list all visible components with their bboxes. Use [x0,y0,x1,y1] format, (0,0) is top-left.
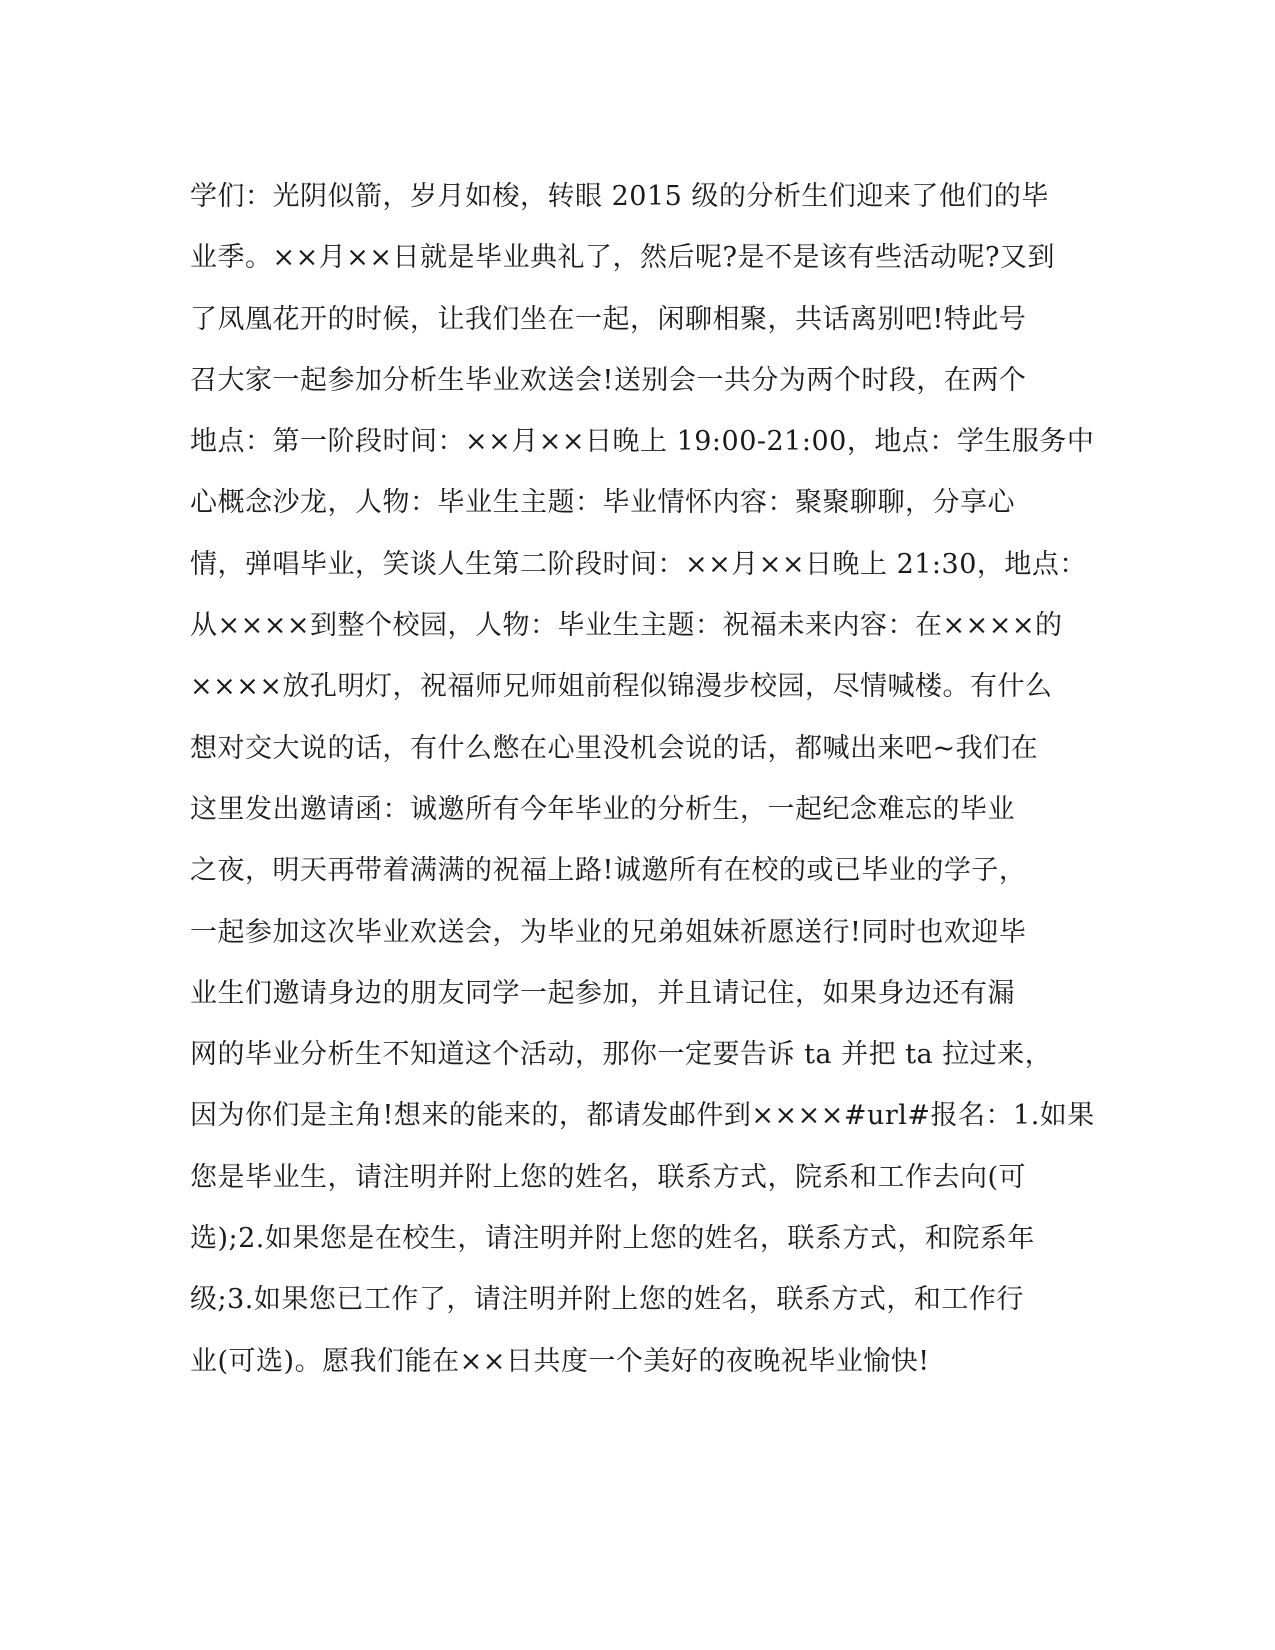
text-line: 这里发出邀请函：诚邀所有今年毕业的分析生，一起纪念难忘的毕业 [190,793,1015,825]
text-line: 因为你们是主角!想来的能来的，都请发邮件到××××#url#报名：1.如果 [190,1100,1095,1132]
text-line: 一起参加这次毕业欢送会，为毕业的兄弟姐妹祈愿送行!同时也欢迎毕 [190,916,1027,948]
text-line: 业生们邀请身边的朋友同学一起参加，并且请记住，如果身边还有漏 [190,977,1015,1009]
text-line: 业(可选)。愿我们能在××日共度一个美好的夜晚祝毕业愉快! [190,1345,930,1377]
text-line: 地点：第一阶段时间：××月××日晚上 19:00-21:00，地点：学生服务中 [190,426,1095,458]
text-line: 之夜，明天再带着满满的祝福上路!诚邀所有在校的或已毕业的学子， [190,855,1027,887]
text-line: 您是毕业生，请注明并附上您的姓名，联系方式，院系和工作去向(可 [190,1161,1027,1193]
body-paragraph [190,166,1095,1392]
text-line: ××××放孔明灯，祝福师兄师姐前程似锦漫步校园，尽情喊楼。有什么 [190,671,1053,703]
text-line: 召大家一起参加分析生毕业欢送会!送别会一共分为两个时段，在两个 [190,364,1027,396]
text-line: 从××××到整个校园，人物：毕业生主题：祝福未来内容：在××××的 [190,610,1063,642]
text-line: 业季。××月××日就是毕业典礼了，然后呢?是不是该有些活动呢?又到 [190,242,1055,274]
text-line: 选);2.如果您是在校生，请注明并附上您的姓名，联系方式，和院系年 [190,1223,1035,1255]
text-line: 级;3.如果您已工作了，请注明并附上您的姓名，联系方式，和工作行 [190,1284,1024,1316]
text-line: 了凤凰花开的时候，让我们坐在一起，闲聊相聚，共话离别吧!特此号 [190,303,1027,335]
text-line: 心概念沙龙，人物：毕业生主题：毕业情怀内容：聚聚聊聊，分享心 [190,487,1015,519]
text-line: 学们：光阴似箭，岁月如梭，转眼 2015 级的分析生们迎来了他们的毕 [190,181,1049,212]
text-line: 情，弹唱毕业，笑谈人生第二阶段时间：××月××日晚上 21:30，地点： [190,548,1087,580]
text-line: 网的毕业分析生不知道这个活动，那你一定要告诉 ta 并把 ta 拉过来， [190,1039,1053,1071]
text-line: 想对交大说的话，有什么憋在心里没机会说的话，都喊出来吧~我们在 [190,732,1039,764]
